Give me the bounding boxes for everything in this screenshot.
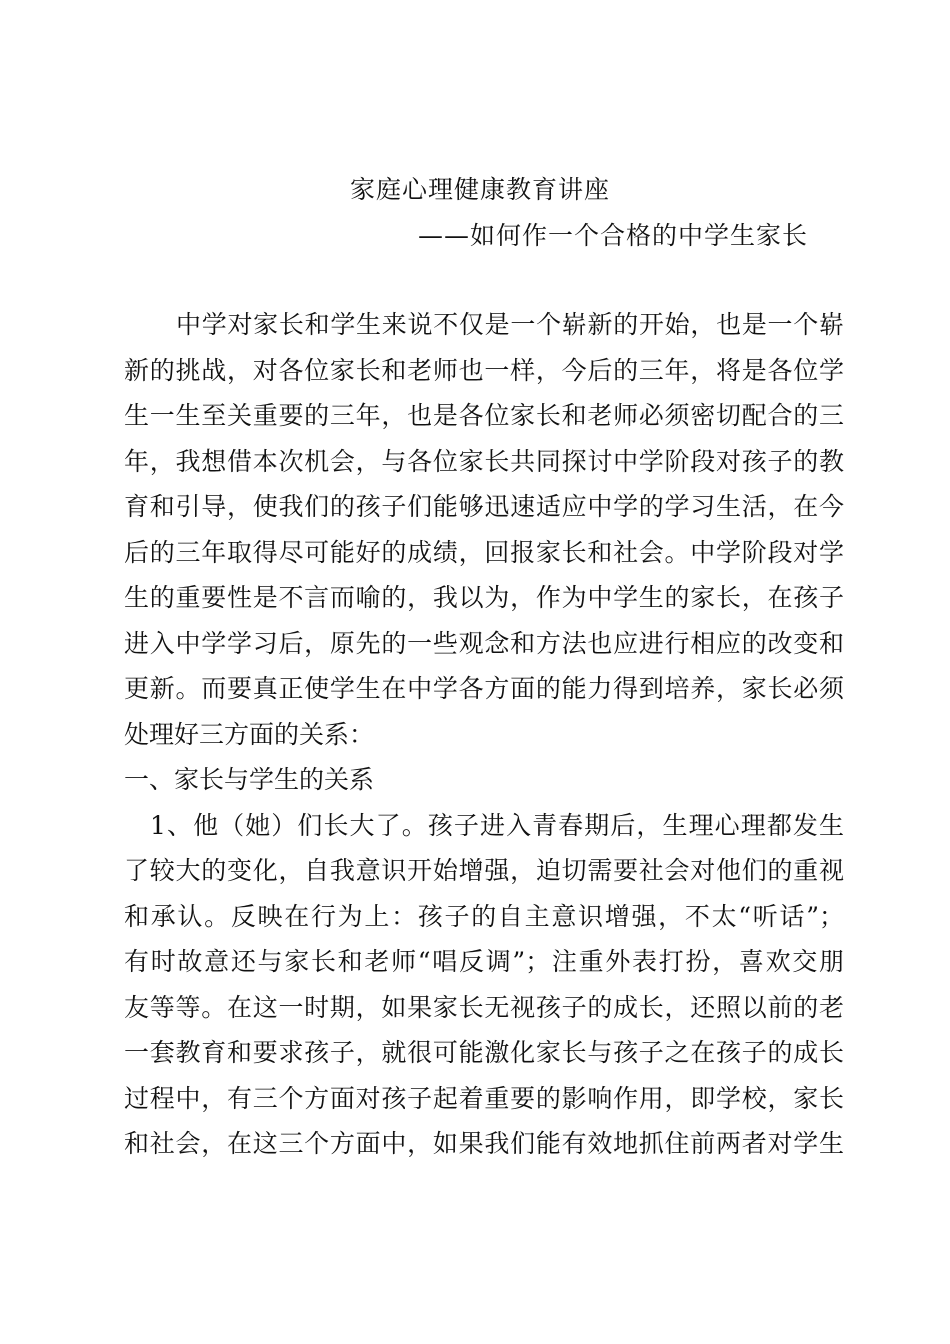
paragraph-line: 育和引导，使我们的孩子们能够迅速适应中学的学习生活，在今 <box>124 492 844 521</box>
paragraph-line: 1、他（她）们长大了。孩子进入青春期后，生理心理都发生 <box>150 810 844 840</box>
section-heading: 一、家长与学生的关系 <box>124 765 375 794</box>
document-title: 家庭心理健康教育讲座 <box>350 175 611 204</box>
paragraph-line: 过程中，有三个方面对孩子起着重要的影响作用，即学校，家长 <box>124 1083 844 1113</box>
paragraph-line: 中学对家长和学生来说不仅是一个崭新的开始，也是一个崭 <box>176 310 844 339</box>
paragraph-line: 生一生至关重要的三年，也是各位家长和老师必须密切配合的三 <box>124 401 844 430</box>
document-subtitle: ——如何作一个合格的中学生家长 <box>418 221 809 250</box>
paragraph-line: 有时故意还与家长和老师“唱反调”；注重外表打扮，喜欢交朋 <box>124 947 844 976</box>
paragraph-line: 年，我想借本次机会，与各位家长共同探讨中学阶段对孩子的教 <box>124 446 844 476</box>
paragraph-line: 新的挑战，对各位家长和老师也一样，今后的三年，将是各位学 <box>124 355 844 385</box>
document-body <box>124 302 844 1167</box>
paragraph-line: 和承认。反映在行为上：孩子的自主意识增强，不太“听话”； <box>124 901 844 931</box>
paragraph-line: 和社会，在这三个方面中，如果我们能有效地抓住前两者对学生 <box>124 1129 844 1158</box>
paragraph-line: 进入中学学习后，原先的一些观念和方法也应进行相应的改变和 <box>124 628 844 658</box>
paragraph-line: 处理好三方面的关系： <box>124 719 375 749</box>
paragraph-line: 更新。而要真正使学生在中学各方面的能力得到培养，家长必须 <box>124 674 844 703</box>
paragraph-line: 友等等。在这一时期，如果家长无视孩子的成长，还照以前的老 <box>124 992 844 1022</box>
paragraph-line: 了较大的变化，自我意识开始增强，迫切需要社会对他们的重视 <box>124 856 844 885</box>
paragraph-line: 生的重要性是不言而喻的，我以为，作为中学生的家长，在孩子 <box>124 583 844 612</box>
paragraph-line: 后的三年取得尽可能好的成绩，回报家长和社会。中学阶段对学 <box>124 537 844 567</box>
paragraph-line: 一套教育和要求孩子，就很可能激化家长与孩子之在孩子的成长 <box>124 1038 844 1067</box>
